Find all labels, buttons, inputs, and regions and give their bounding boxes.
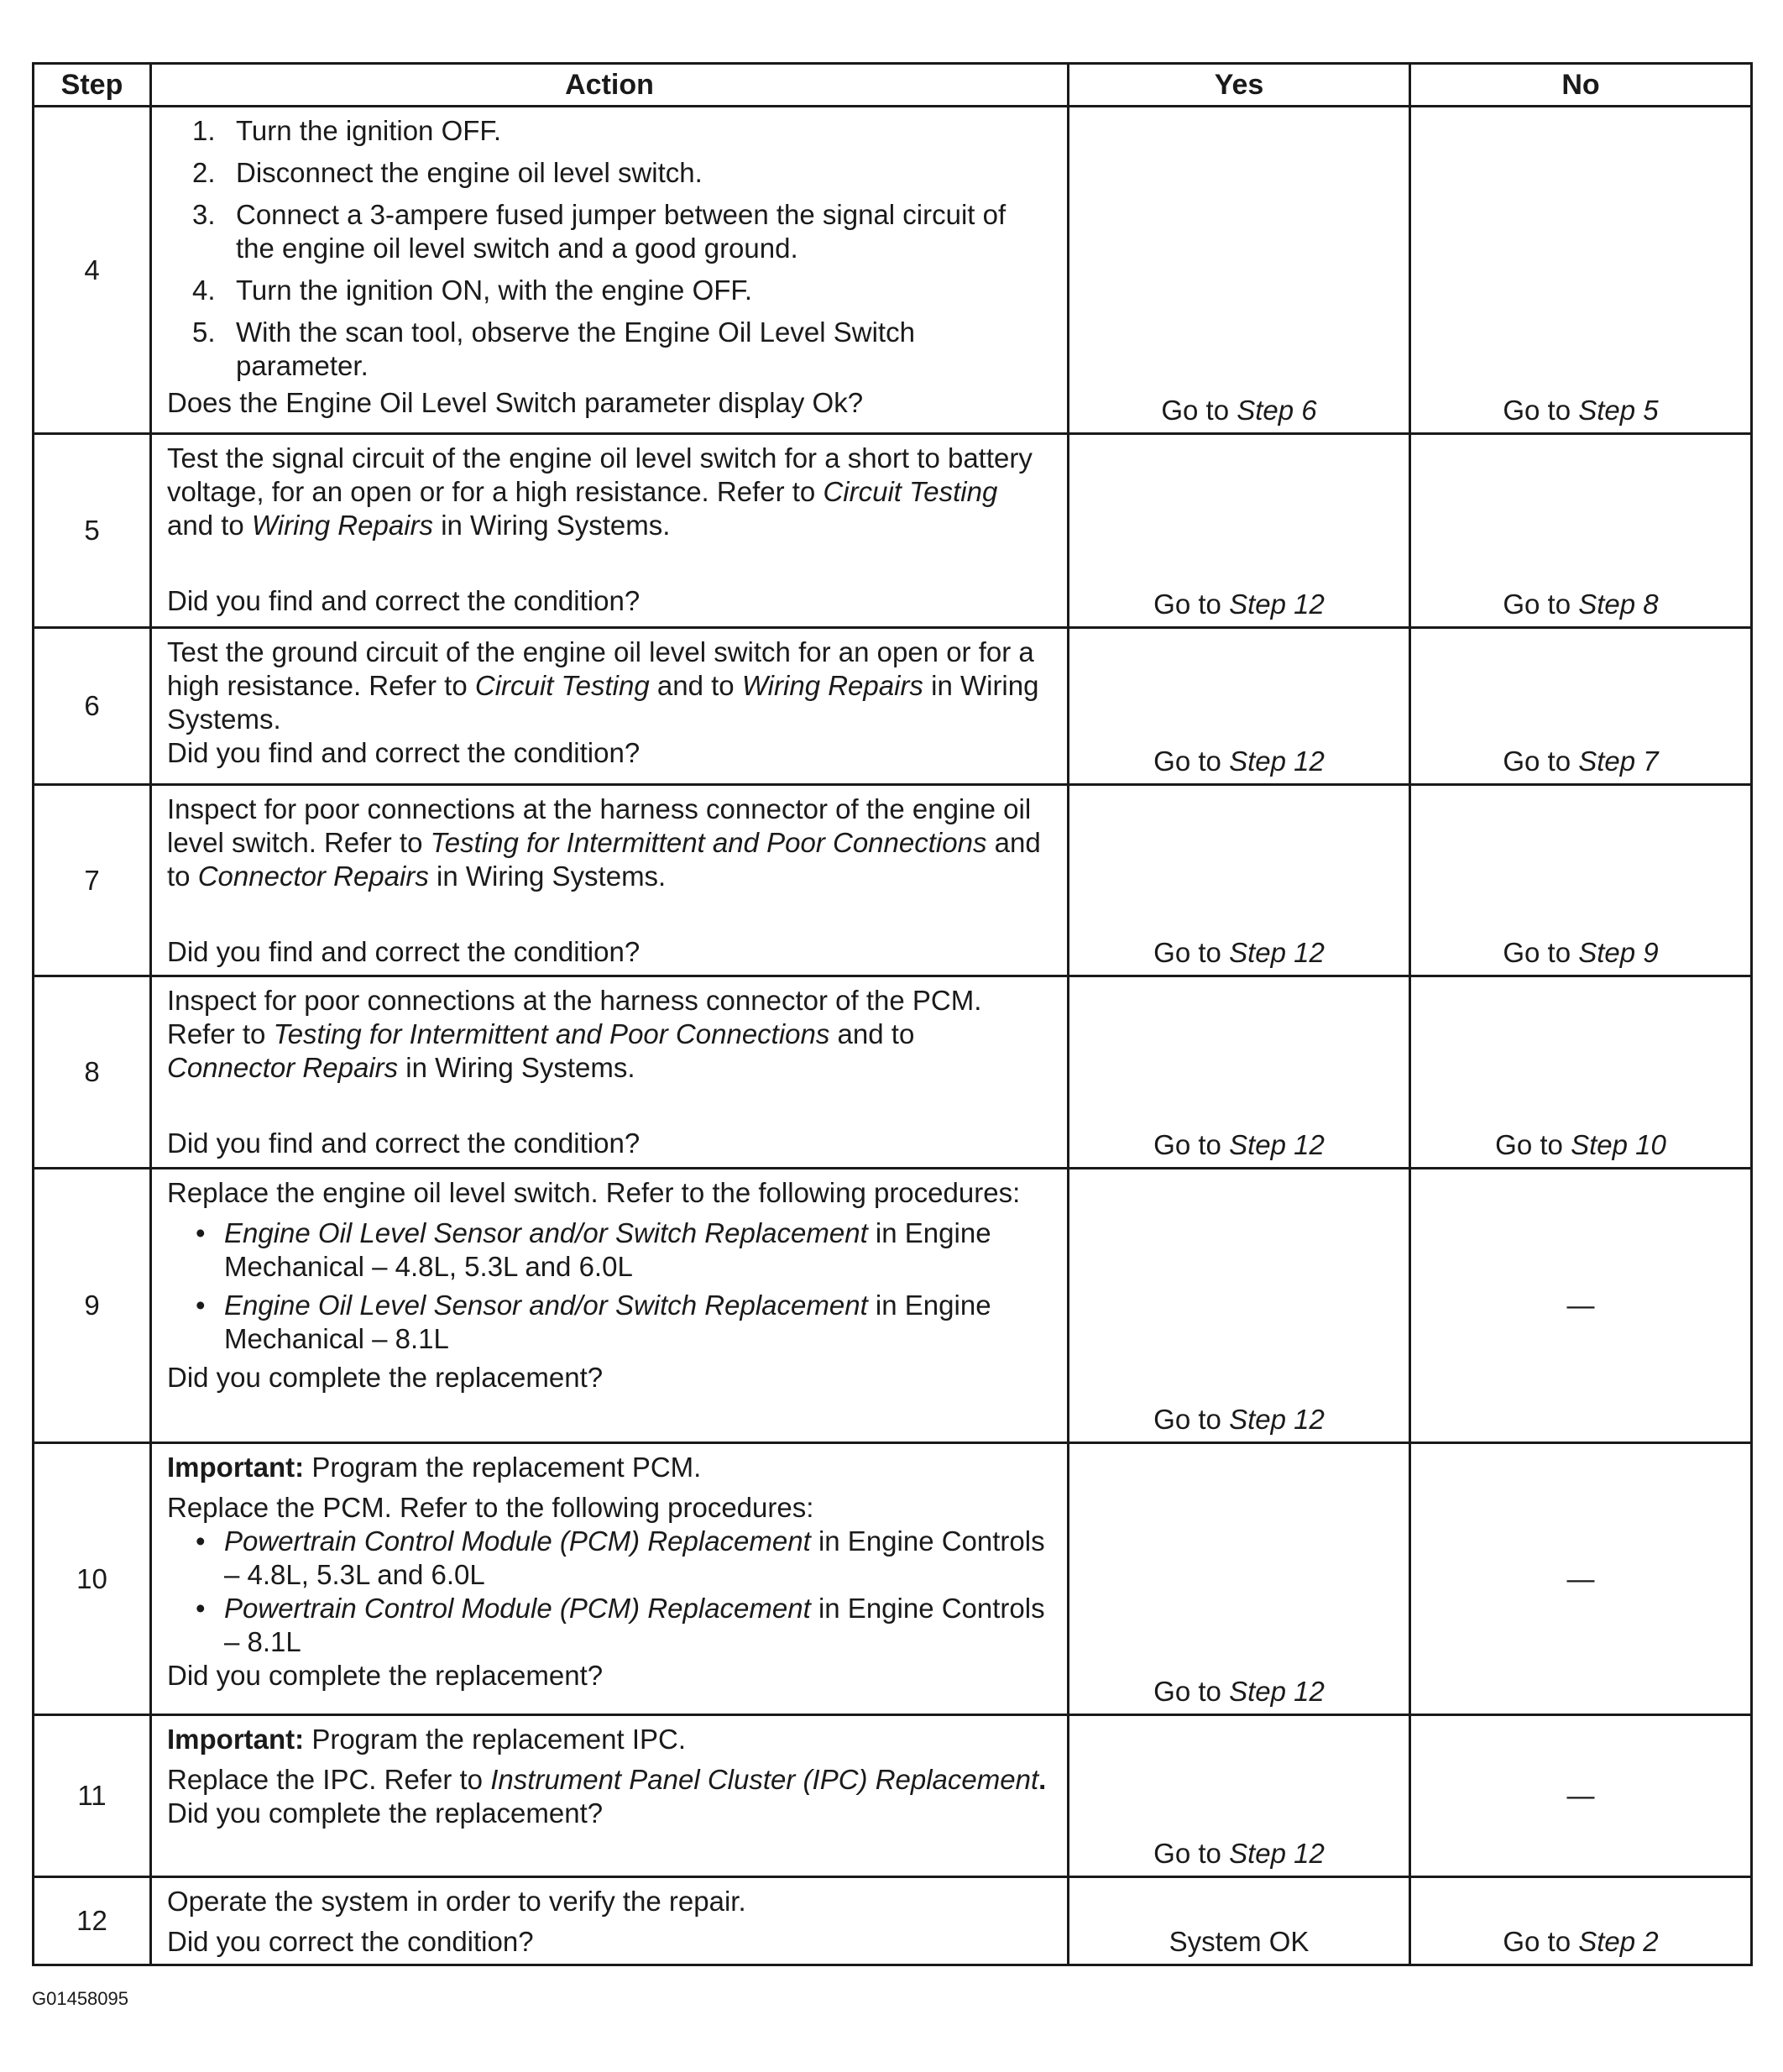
step-number: 4 [34,107,151,434]
step-number: 5 [34,434,151,628]
action-list-item: 2. Disconnect the engine oil level switch. [192,157,703,188]
header-step: Step [34,64,151,107]
step-reference: Step 12 [1229,1404,1325,1435]
table-header-row [34,64,1752,107]
step-reference: Step 12 [1229,746,1325,777]
table-row [34,1715,1752,1877]
yes-cell: Go to Step 12 [1069,1169,1410,1443]
step-number: 8 [34,976,151,1169]
step-number: 6 [34,628,151,785]
action-text: Replace the IPC. Refer to Instrument Panel Cluster (IPC) Replacement. [167,1764,1047,1795]
table-row [34,1443,1752,1715]
action-cell [151,434,1069,628]
step-number: 9 [34,1169,151,1443]
table-row [34,785,1752,976]
step-reference: Step 8 [1578,589,1659,620]
step-reference: Step 12 [1229,589,1325,620]
step-reference: Step 6 [1237,395,1317,426]
action-list-item: 4. Turn the ignition ON, with the engine OFF. [192,275,753,306]
action-text: Replace the PCM. Refer to the following procedures: [167,1492,814,1523]
no-cell: — [1410,1715,1752,1877]
step-number: 11 [34,1715,151,1877]
action-question: Did you find and correct the condition? [167,737,641,768]
header-no: No [1410,64,1752,107]
action-list-item: 5. With the scan tool, observe the Engine Oil Level Switch parameter. [192,317,915,381]
action-question: Did you complete the replacement? [167,1362,604,1393]
action-question: Did you find and correct the condition? [167,936,641,967]
step-number: 7 [34,785,151,976]
yes-cell: System OK [1069,1877,1410,1965]
bullet-item: • Powertrain Control Module (PCM) Replacement in Engine Controls – 8.1L [196,1593,1045,1657]
bullet-item: • Engine Oil Level Sensor and/or Switch Replacement in Engine Mechanical – 8.1L [196,1290,991,1354]
step-reference: Step 12 [1229,1676,1325,1707]
bullet-item: • Powertrain Control Module (PCM) Replacement in Engine Controls – 4.8L, 5.3L and 6.0L [196,1525,1045,1590]
action-question: Did you find and correct the condition? [167,585,641,616]
action-question: Did you find and correct the condition? [167,1128,641,1159]
action-cell [151,1169,1069,1443]
important-note: Important: Program the replacement IPC. [167,1724,687,1755]
no-cell: Go to Step 8 [1410,434,1752,628]
table-row [34,1877,1752,1965]
figure-id: G01458095 [32,1988,128,2009]
table-row [34,107,1752,434]
yes-cell: Go to Step 12 [1069,785,1410,976]
action-list-item: 3. Connect a 3-ampere fused jumper between the signal circuit of the engine oil level switch and a good ground. [192,199,1007,264]
no-cell: — [1410,1169,1752,1443]
table-row [34,628,1752,785]
step-number: 10 [34,1443,151,1715]
action-cell [151,785,1069,976]
action-cell [151,1443,1069,1715]
no-cell: — [1410,1443,1752,1715]
action-question: Did you correct the condition? [167,1926,534,1957]
yes-cell: Go to Step 12 [1069,976,1410,1169]
action-text: Test the ground circuit of the engine oil level switch for an open or for a high resistance. Refer to Circuit Testing and to Wiring Repairs in Wiring Systems. [167,636,1039,735]
no-cell: Go to Step 10 [1410,976,1752,1169]
step-reference: Step 5 [1578,395,1659,426]
step-reference: Step 12 [1229,1129,1325,1160]
table-row [34,434,1752,628]
yes-cell: Go to Step 12 [1069,628,1410,785]
action-cell [151,1877,1069,1965]
action-text: Test the signal circuit of the engine oil level switch for a short to battery voltage, for an open or for a high resistance. Refer to Circuit Testing and to Wiring Repairs in Wiring Systems. [167,442,1033,541]
step-reference: Step 10 [1571,1129,1666,1160]
step-reference: Step 12 [1229,937,1325,968]
header-yes: Yes [1069,64,1410,107]
action-question: Did you complete the replacement? [167,1660,604,1691]
yes-cell: Go to Step 12 [1069,1443,1410,1715]
action-cell [151,1715,1069,1877]
table-row [34,976,1752,1169]
action-text: Operate the system in order to verify the repair. [167,1886,746,1917]
action-text: Inspect for poor connections at the harness connector of the engine oil level switch. Refer to Testing for Intermittent and Poor Connections and to Connector Repairs in Wiring Systems. [167,793,1041,892]
header-action: Action [151,64,1069,107]
step-reference: Step 2 [1578,1926,1659,1957]
step-reference: Step 7 [1578,746,1659,777]
action-text: Inspect for poor connections at the harness connector of the PCM. Refer to Testing for Intermittent and Poor Connections and to Connector Repairs in Wiring Systems. [167,985,982,1083]
step-reference: Step 9 [1578,937,1659,968]
action-cell [151,628,1069,785]
step-reference: Step 12 [1229,1838,1325,1869]
action-cell [151,107,1069,434]
yes-cell: Go to Step 12 [1069,434,1410,628]
yes-cell: Go to Step 12 [1069,1715,1410,1877]
step-number: 12 [34,1877,151,1965]
important-note: Important: Program the replacement PCM. [167,1452,702,1483]
table-row [34,1169,1752,1443]
action-question: Did you complete the replacement? [167,1797,604,1829]
action-list-item: 1. Turn the ignition OFF. [192,115,502,146]
no-cell: Go to Step 9 [1410,785,1752,976]
bullet-item: • Engine Oil Level Sensor and/or Switch Replacement in Engine Mechanical – 4.8L, 5.3L and 6.0L [196,1217,991,1282]
action-cell [151,976,1069,1169]
action-text: Replace the engine oil level switch. Refer to the following procedures: [167,1177,1021,1208]
no-cell: Go to Step 2 [1410,1877,1752,1965]
action-question: Does the Engine Oil Level Switch parameter display Ok? [167,387,864,418]
no-cell: Go to Step 7 [1410,628,1752,785]
diagnostic-table [32,62,1753,1966]
yes-cell: Go to Step 6 [1069,107,1410,434]
no-cell: Go to Step 5 [1410,107,1752,434]
